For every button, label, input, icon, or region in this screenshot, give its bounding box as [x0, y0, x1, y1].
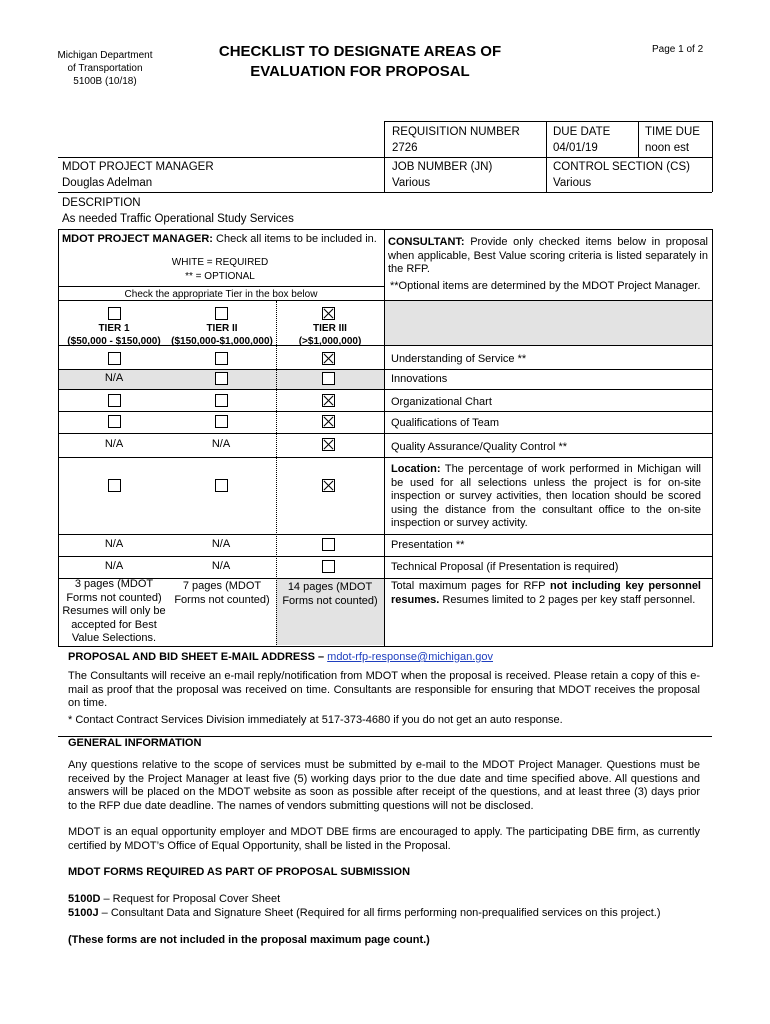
tier-1-checkbox[interactable] — [108, 307, 121, 320]
not-applicable-text: N/A — [104, 438, 124, 450]
project-manager-value: Douglas Adelman — [62, 177, 153, 189]
item-label-org-chart: Organizational Chart — [391, 396, 492, 408]
forms-count-note: (These forms are not included in the proposal maximum page count.) — [68, 934, 430, 946]
item-checkbox[interactable] — [322, 352, 335, 365]
tier-1-header — [59, 322, 169, 348]
item-label-technical-proposal: Technical Proposal (if Presentation is required) — [391, 561, 619, 573]
item-checkbox[interactable] — [108, 479, 121, 492]
not-applicable-text: N/A — [211, 560, 231, 572]
department-line-2: of Transportation — [67, 63, 143, 74]
tier-2-range: ($150,000-$1,000,000) — [171, 336, 273, 347]
manager-instructions — [62, 233, 380, 247]
tier-3-page-limit: 14 pages (MDOT Forms not counted) — [282, 581, 378, 607]
email-section — [68, 651, 493, 665]
item-checkbox[interactable] — [215, 415, 228, 428]
item-checkbox[interactable] — [322, 394, 335, 407]
item-checkbox[interactable] — [108, 352, 121, 365]
item-label-understanding: Understanding of Service ** — [391, 353, 527, 365]
item-checkbox[interactable] — [322, 438, 335, 451]
item-checkbox[interactable] — [108, 415, 121, 428]
form-5100j — [68, 907, 708, 921]
tier-3-checkbox[interactable] — [322, 307, 335, 320]
email-body: The Consultants will receive an e-mail reply/notification from MDOT when the proposal is received. Please retain a copy of this e-mail as proof that the proposal was received on time. Consultants are responsible for ensuring that MDOT receives the proposal on time. — [68, 670, 700, 709]
due-date-label: DUE DATE — [553, 126, 611, 138]
item-checkbox[interactable] — [108, 394, 121, 407]
time-due-label: TIME DUE — [645, 126, 700, 138]
item-checkbox[interactable] — [215, 352, 228, 365]
item-checkbox[interactable] — [215, 394, 228, 407]
tier-2-header — [168, 322, 276, 348]
form-5100j-text: – Consultant Data and Signature Sheet (Required for all firms performing non-prequalified services on this project.) — [101, 907, 661, 919]
description-value: As needed Traffic Operational Study Services — [62, 213, 294, 225]
control-section-value: Various — [553, 177, 592, 189]
tier-2-name: TIER II — [206, 323, 238, 334]
item-label-location — [391, 463, 701, 531]
consultant-instructions-heading: CONSULTANT: — [388, 236, 465, 248]
job-number-value: Various — [392, 177, 431, 189]
proposal-email-link[interactable]: mdot-rfp-response@michigan.gov — [327, 651, 494, 663]
not-applicable-text: N/A — [211, 438, 231, 450]
email-heading: PROPOSAL AND BID SHEET E-MAIL ADDRESS – — [68, 651, 325, 663]
item-label-qualifications: Qualifications of Team — [391, 417, 500, 429]
tier-prompt: Check the appropriate Tier in the box below — [124, 289, 318, 300]
auto-response-note: * Contact Contract Services Division immediately at 517-373-4680 if you do not get an auto response. — [68, 714, 563, 726]
form-5100d-text: – Request for Proposal Cover Sheet — [103, 893, 281, 905]
item-checkbox[interactable] — [322, 538, 335, 551]
item-label-qa-qc: Quality Assurance/Quality Control ** — [391, 441, 568, 453]
tier-2-checkbox[interactable] — [215, 307, 228, 320]
form-5100d — [68, 893, 280, 907]
item-checkbox[interactable] — [322, 479, 335, 492]
due-date-value: 04/01/19 — [553, 142, 598, 154]
page-number: Page 1 of 2 — [652, 44, 704, 55]
item-checkbox[interactable] — [215, 479, 228, 492]
page-title — [210, 42, 510, 82]
resume-limit-text: Resumes limited to 2 pages per key staff personnel. — [442, 593, 696, 606]
optional-legend: ** = OPTIONAL — [185, 271, 255, 282]
tier-1-range: ($50,000 - $150,000) — [67, 336, 161, 347]
project-manager-label: MDOT PROJECT MANAGER — [62, 161, 214, 173]
department-name — [40, 49, 170, 88]
time-due-value: noon est — [645, 142, 690, 154]
tier-3-header — [276, 322, 384, 348]
not-applicable-text: N/A — [104, 560, 124, 572]
forms-required-heading: MDOT FORMS REQUIRED AS PART OF PROPOSAL SUBMISSION — [68, 866, 411, 878]
item-checkbox[interactable] — [322, 560, 335, 573]
item-checkbox[interactable] — [322, 372, 335, 385]
form-5100j-code: 5100J — [68, 907, 99, 919]
optional-items-note: **Optional items are determined by the MDOT Project Manager. — [390, 280, 701, 292]
max-pages-label — [391, 580, 701, 607]
department-line-1: Michigan Department — [57, 50, 153, 61]
form-number: 5100B (10/18) — [73, 76, 137, 87]
general-info-questions: Any questions relative to the scope of services must be submitted by e-mail to the MDOT Project Manager. Questions must be received by the Project Manager at least five (5) working days prior to the due date and time specified above. All questions and answers will be placed on the MDOT website as soon as possible after receipt of the questions, and at least three (3) days prior to the RFP due date deadline. The names of vendors submitting questions will not be disclosed. — [68, 759, 700, 812]
title-line-1: CHECKLIST TO DESIGNATE AREAS OF — [218, 43, 502, 60]
item-label-innovations: Innovations — [391, 373, 448, 385]
location-text: The percentage of work performed in Michigan will be used for all selections unless the project is for on-site inspection or survey activities, then location should be scored using the distance from the consultant office to the on-site inspection or survey activity. — [391, 463, 702, 529]
form-5100d-code: 5100D — [68, 893, 101, 905]
tier-3-range: (>$1,000,000) — [298, 336, 362, 347]
tier-3-name: TIER III — [313, 323, 347, 334]
location-heading: Location: — [391, 463, 441, 475]
general-info-heading: GENERAL INFORMATION — [68, 737, 202, 749]
tier-2-page-limit: 7 pages (MDOT Forms not counted) — [174, 580, 270, 606]
not-applicable-text: N/A — [104, 538, 124, 550]
max-pages-bold: not including key personnel resumes. — [391, 580, 701, 606]
description-label: DESCRIPTION — [62, 197, 141, 209]
requisition-number-value: 2726 — [392, 142, 418, 154]
manager-instructions-text: Check all items to be included in. — [216, 233, 377, 245]
job-number-label: JOB NUMBER (JN) — [392, 161, 493, 173]
max-pages-text: Total maximum pages for RFP — [391, 580, 546, 592]
consultant-instructions-text: Provide only checked items below in proposal when applicable, Best Value scoring criteria is listed separately in the RFP. — [388, 236, 709, 275]
title-line-2: EVALUATION FOR PROPOSAL — [250, 63, 470, 80]
item-label-presentation: Presentation ** — [391, 539, 465, 551]
control-section-label: CONTROL SECTION (CS) — [553, 161, 690, 173]
tier-1-name: TIER 1 — [98, 323, 130, 334]
consultant-instructions — [388, 236, 708, 277]
tier-1-page-limit: 3 pages (MDOT Forms not counted) Resumes will only be accepted for Best Value Selections. — [62, 578, 166, 644]
requisition-number-label: REQUISITION NUMBER — [392, 126, 520, 138]
item-checkbox[interactable] — [322, 415, 335, 428]
not-applicable-text: N/A — [104, 372, 124, 384]
item-checkbox[interactable] — [215, 372, 228, 385]
manager-instructions-heading: MDOT PROJECT MANAGER: — [62, 233, 213, 245]
general-info-dbe: MDOT is an equal opportunity employer and MDOT DBE firms are encouraged to apply. The participating DBE firm, as currently certified by MDOT’s Office of Equal Opportunity, shall be listed in the Proposal. — [68, 826, 700, 852]
white-required-legend: WHITE = REQUIRED — [171, 257, 269, 268]
not-applicable-text: N/A — [211, 538, 231, 550]
